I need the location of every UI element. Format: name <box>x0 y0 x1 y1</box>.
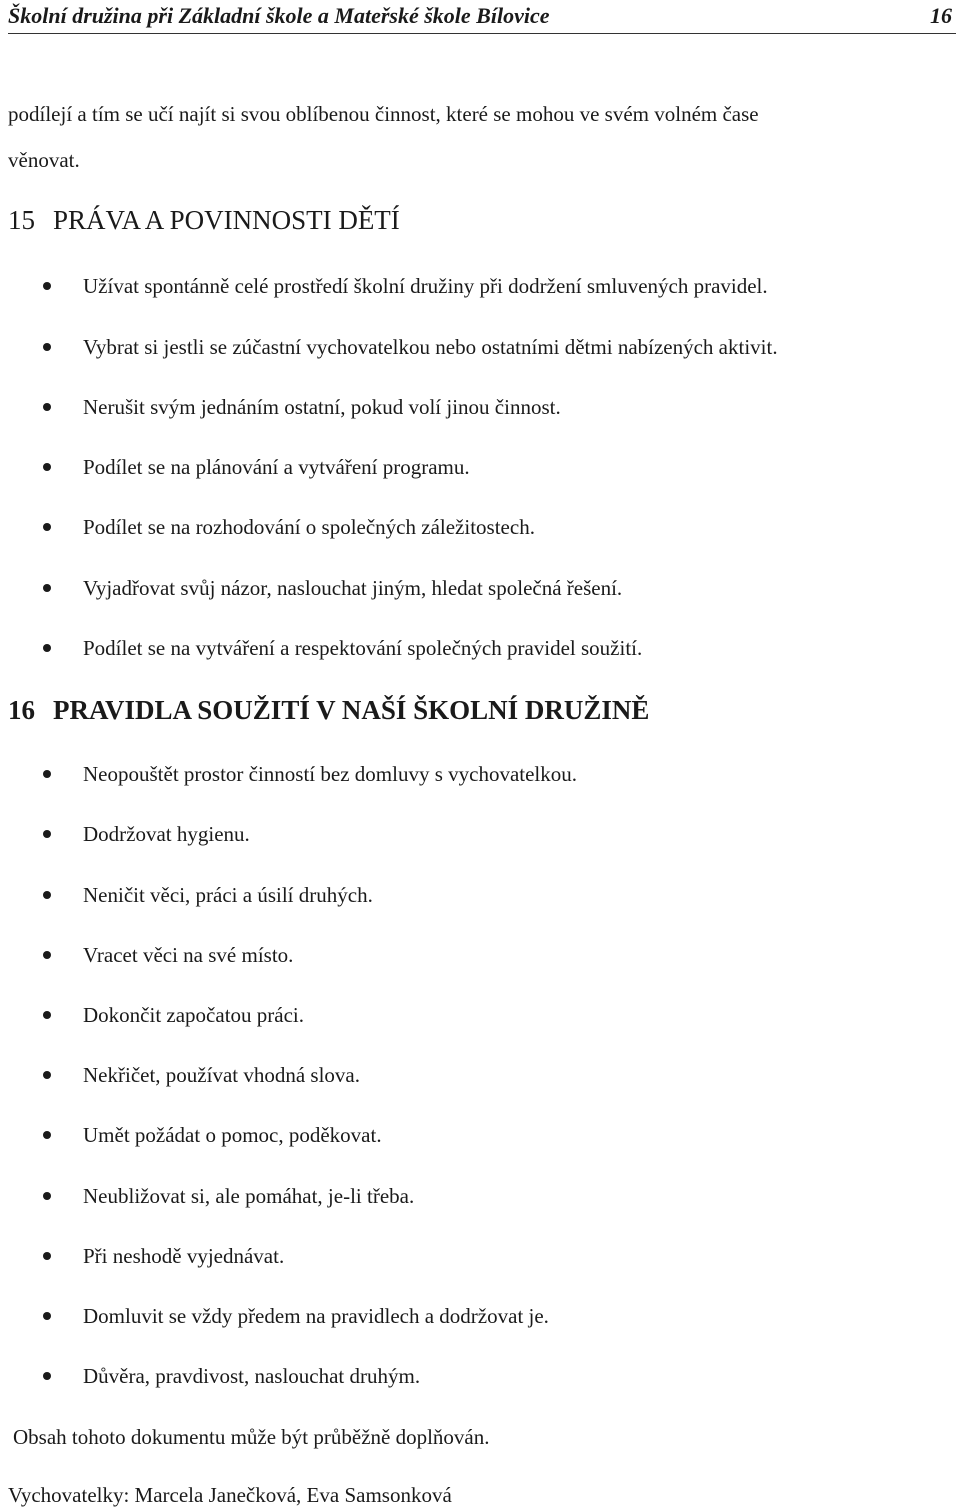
page-number: 16 <box>930 3 952 28</box>
bullet-icon <box>43 951 51 959</box>
list-item-text: Vyjadřovat svůj názor, naslouchat jiným, hledat společná řešení. <box>83 576 623 600</box>
bullet-icon <box>43 523 51 531</box>
header-title: Školní družina při Základní škole a Mateřské škole Bílovice <box>8 3 550 28</box>
section-16-number: 16 <box>8 695 35 725</box>
list-item-text: Dokončit započatou práci. <box>83 1003 304 1027</box>
section-15-number: 15 <box>8 205 35 235</box>
list-item-text: Užívat spontánně celé prostředí školní družiny při dodržení smluvených pravidel. <box>83 274 768 298</box>
list-item-text: Při neshodě vyjednávat. <box>83 1244 285 1268</box>
list-item-text: Vybrat si jestli se zúčastní vychovatelkou nebo ostatními dětmi nabízených aktivit. <box>83 335 778 359</box>
closing-note: Obsah tohoto dokumentu může být průběžně doplňován. <box>13 1425 490 1449</box>
bullet-icon <box>43 1011 51 1019</box>
bullet-icon <box>43 830 51 838</box>
bullet-icon <box>43 891 51 899</box>
bullet-icon <box>43 282 51 290</box>
list-item-text: Domluvit se vždy předem na pravidlech a dodržovat je. <box>83 1304 549 1328</box>
bullet-icon <box>43 584 51 592</box>
page-header <box>8 0 956 34</box>
bullet-icon <box>43 403 51 411</box>
list-item-text: Neničit věci, práci a úsilí druhých. <box>83 883 373 907</box>
list-item-text: Podílet se na vytváření a respektování společných pravidel soužití. <box>83 636 643 660</box>
bullet-icon <box>43 1372 51 1380</box>
bullet-icon <box>43 1131 51 1139</box>
list-item-text: Umět požádat o pomoc, poděkovat. <box>83 1123 382 1147</box>
intro-line-2: věnovat. <box>8 148 80 172</box>
bullet-icon <box>43 343 51 351</box>
bullet-icon <box>43 644 51 652</box>
list-item-text: Vracet věci na své místo. <box>83 943 294 967</box>
list-item-text: Dodržovat hygienu. <box>83 822 250 846</box>
bullet-icon <box>43 1252 51 1260</box>
list-item-text: Podílet se na plánování a vytváření programu. <box>83 455 470 479</box>
intro-line-1: podílejí a tím se učí najít si svou oblíbenou činnost, které se mohou ve svém volném čase <box>8 102 759 126</box>
bullet-icon <box>43 1312 51 1320</box>
section-16-title: PRAVIDLA SOUŽITÍ V NAŠÍ ŠKOLNÍ DRUŽINĚ <box>53 695 650 725</box>
bullet-icon <box>43 463 51 471</box>
signature: Vychovatelky: Marcela Janečková, Eva Samsonková <box>8 1483 452 1507</box>
section-16-heading <box>8 694 649 726</box>
bullet-icon <box>43 1071 51 1079</box>
list-item-text: Důvěra, pravdivost, naslouchat druhým. <box>83 1364 421 1388</box>
list-item-text: Neopouštět prostor činností bez domluvy s vychovatelkou. <box>83 762 578 786</box>
bullet-icon <box>43 770 51 778</box>
bullet-icon <box>43 1192 51 1200</box>
list-item-text: Nekřičet, používat vhodná slova. <box>83 1063 360 1087</box>
list-item-text: Nerušit svým jednáním ostatní, pokud volí jinou činnost. <box>83 395 561 419</box>
section-15-heading <box>8 204 400 236</box>
list-item-text: Podílet se na rozhodování o společných záležitostech. <box>83 515 535 539</box>
list-item-text: Neubližovat si, ale pomáhat, je-li třeba. <box>83 1184 415 1208</box>
section-15-title: PRÁVA A POVINNOSTI DĚTÍ <box>53 205 400 235</box>
